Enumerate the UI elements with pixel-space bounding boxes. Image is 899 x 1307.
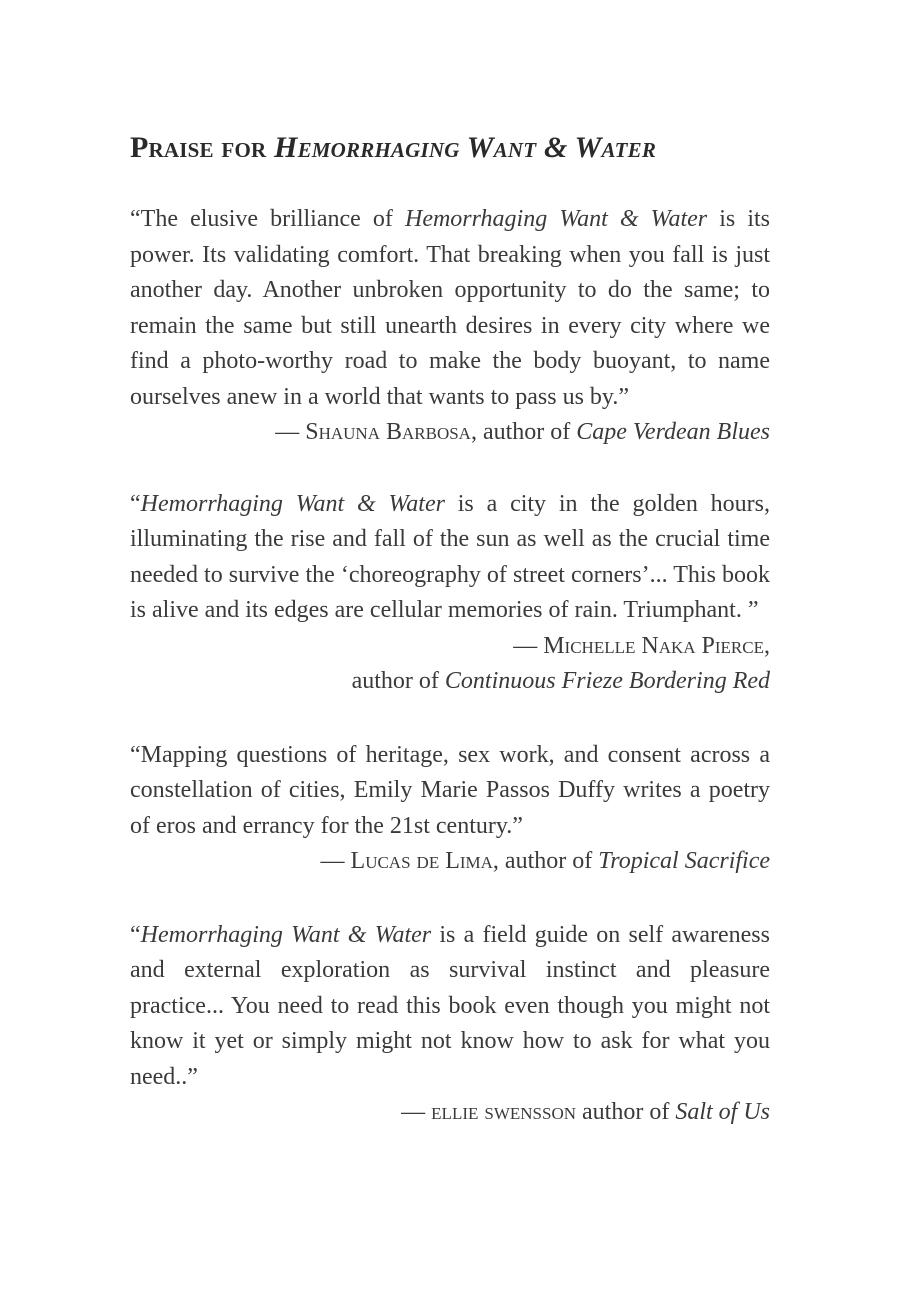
quote-open: “	[130, 921, 141, 948]
blurb-quote: “Mapping questions of heritage, sex work, and consent across a constellation of cities, Emily Marie Passos Duffy writes a poetry of eros and errancy for the 21st century.”	[130, 741, 770, 839]
author-of-text: , author of	[470, 419, 577, 445]
quote-book-title: Hemorrhaging Want & Water	[140, 490, 445, 517]
quote-body: is its power. Its validating comfort. That breaking when you fall is just another day. Another unbroken opportunity to do the same; to remain the same but still unearth desires in every city where we find a photo-worthy road to make the body buoyant, to name ourselves anew in a world that wants to pass us by.”	[130, 206, 771, 410]
author-name: Shauna Barbosa	[305, 419, 471, 445]
quote-open: “	[130, 490, 141, 517]
author-of-text: author of	[576, 1099, 676, 1125]
quote-book-title: Hemorrhaging Want & Water	[140, 921, 432, 948]
blurb-pierce	[130, 487, 770, 700]
attribution-dash: —	[513, 632, 544, 659]
blurb-attribution	[130, 844, 770, 880]
blurb-attribution	[130, 629, 770, 665]
quote-open: “The elusive brilliance of	[130, 206, 405, 232]
blurb-quote	[130, 487, 770, 629]
quote-book-title: Hemorrhaging Want & Water	[404, 206, 708, 232]
blurb-attribution-line2	[130, 664, 770, 700]
blurb-quote	[130, 918, 770, 1096]
blurb-attribution	[130, 415, 770, 451]
author-name: ellie swensson	[431, 1099, 576, 1125]
attribution-dash: —	[275, 419, 306, 445]
blurb-swensson	[130, 918, 770, 1131]
author-of-text: , author of	[492, 848, 599, 874]
page-title	[130, 128, 770, 168]
blurb-quote	[130, 202, 770, 415]
praise-page	[130, 128, 770, 1131]
blurb-de-lima	[130, 738, 770, 880]
author-work: Continuous Frieze Bordering Red	[444, 668, 770, 694]
quote-body: is a city in the golden hours, illuminating the rise and fall of the sun as well as the crucial time needed to survive the ‘choreography of street corners’... This book is alive and its edges are cellular memories of rain. Triumphant. ”	[130, 490, 770, 623]
quote-body: is a field guide on self awareness and external exploration as survival instinct and pleasure practice... You need to read this book even though you might not know it yet or simply might not know how to ask for what you need..”	[130, 921, 770, 1090]
title-book-name: Hemorrhaging Want & Water	[274, 131, 657, 164]
author-work: Tropical Sacrifice	[598, 848, 770, 874]
author-work: Cape Verdean Blues	[576, 419, 770, 445]
author-work: Salt of Us	[675, 1099, 770, 1125]
blurb-barbosa	[130, 202, 770, 451]
attribution-dash: —	[401, 1099, 432, 1125]
author-name: Lucas de Lima	[350, 848, 493, 874]
title-prefix: Praise for	[130, 131, 275, 164]
author-of-text: author of	[351, 668, 445, 694]
blurb-attribution	[130, 1095, 770, 1131]
attribution-dash: —	[320, 848, 351, 874]
author-name: Michelle Naka Pierce,	[543, 632, 770, 659]
